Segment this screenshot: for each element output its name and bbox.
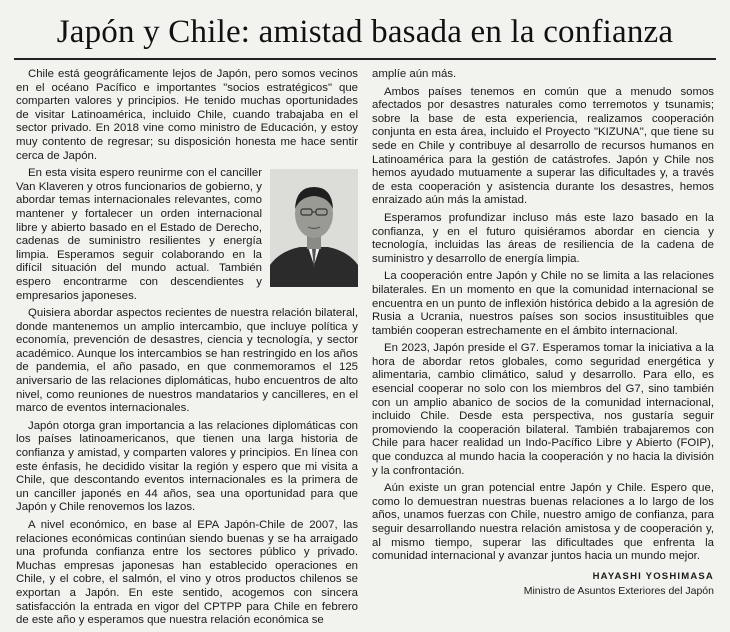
paragraph: Japón otorga gran importancia a las relaciones diplomáticas con los países latinoamericanos, que tienen una larga historia de confianza y amistad, y comparten valores y principios. En línea con este énfasis, he decidido visitar la región y espero que mi visita a Chile, que descontando eventos internacionales es la primera de un canciller japonés en 44 años, sea una oportunidad para que Japón y Chile renovemos los lazos.	[16, 419, 358, 514]
left-column	[16, 68, 358, 632]
title-rule	[14, 58, 716, 60]
paragraph: A nivel económico, en base al EPA Japón-Chile de 2007, las relaciones económicas continúan siendo buenas y se ha arraigado una profunda confianza entre los sectores público y privado. Muchas empresas japonesas han establecido operaciones en Chile, y el cobre, el salmón, el vino y otros productos chilenos se exportan a Japón. En este sentido, acogemos con sincera satisfacción la entrada en vigor del CPTPP para Chile en febrero de este año y esperamos que nuestra relación económica se	[16, 519, 358, 627]
paragraph: Aún existe un gran potencial entre Japón y Chile. Espero que, como lo demuestran nuestras buenas relaciones a lo largo de los años, unamos fuerzas con Chile, nuestro amigo de confianza, para seguir desarrollando nuestra relación amistosa y de cooperación y, al mismo tiempo, superar las dificultades que enfrenta la comunidad internacional y avanzar juntos hacia un mundo mejor.	[372, 482, 714, 563]
paragraph: En esta visita espero reunirme con el canciller Van Klaveren y otros funcionarios de gobierno, y abordar temas internacionales relevantes, como mantener y fortalecer un orden internacional libre y abierto basado en el Estado de Derecho, cadenas de suministro resilientes y energía limpia. Esperamos seguir colaborando en la difícil situación del mundo actual. También espero encontrarme con descendientes y empresarios japoneses.	[16, 167, 262, 302]
author-role: Ministro de Asuntos Exteriores del Japón	[523, 585, 714, 598]
paragraph: En 2023, Japón preside el G7. Esperamos tomar la iniciativa a la hora de abordar retos globales, como seguridad energética y alimentaria, cambio climático, salud y desarrollo. Para ello, es esencial cooperar no solo con los miembros del G7, sino también con un amplio abanico de socios de la comunidad internacional, incluido Chile. Desde esta perspectiva, nos gustaría seguir promoviendo la cooperación bilateral. También trabajaremos con Chile para hacer realidad un Indo-Pacífico Libre y Abierto (FOIP), que conduzca al mundo hacia la cooperación y no hacia la división y la confrontación.	[372, 342, 714, 477]
author-portrait-icon	[270, 169, 358, 287]
article-body	[10, 68, 720, 632]
paragraph: Ambos países tenemos en común que a menudo somos afectados por desastres naturales como terremotos y tsunamis; sobre la base de esta experiencia, realizamos cooperación conjunta en esta área, incluido el Proyecto "KIZUNA", que tiene su sede en Chile y contribuye al desarrollo de recursos humanos en Latinoamérica para la gestión de catástrofes. Japón y Chile nos hemos ayudado mutuamente a superar las dificultades y, a través de esta cooperación y asistencia durante los desastres, hemos enraizado aún más la amistad.	[372, 85, 714, 207]
right-column	[372, 68, 714, 632]
paragraph: Chile está geográficamente lejos de Japón, pero somos vecinos en el océano Pacífico e importantes "socios estratégicos" que comparten valores y principios. He tenido muchas oportunidades de visitar Latinoamérica, incluido Chile, cuando trabajaba en el sector privado. En 2018 vine como ministro de Educación, y estoy muy contento de regresar; su disposición honesta me hace sentir cerca de Japón.	[16, 68, 358, 162]
paragraph: Esperamos profundizar incluso más este lazo basado en la confianza, y en el futuro quisiéramos abordar en ciencia y tecnología, incluidas las áreas de resiliencia de la cadena de suministro y desarrollo de energía limpia.	[372, 211, 714, 265]
article-title: Japón y Chile: amistad basada en la confianza	[56, 14, 674, 50]
author-name: HAYASHI YOSHIMASA	[592, 570, 714, 582]
paragraph: La cooperación entre Japón y Chile no se limita a las relaciones bilaterales. En un momento en que la comunidad internacional se encuentra en un punto de inflexión histórica debido a la agresión de Rusia a Ucrania, nuestros países son socios insustituibles que también cooperan estrechamente en el ámbito internacional.	[372, 270, 714, 337]
author-photo	[270, 169, 358, 287]
paragraph: Quisiera abordar aspectos recientes de nuestra relación bilateral, donde mantenemos un amplio intercambio, que incluye política y economía, prevención de desastres, ciencia y tecnología, y sector académico. Aunque los intercambios se han restringido en los años de pandemia, el año pasado, en que conmemoramos el 125 aniversario de las relaciones diplomáticas, hubo encuentros de alto nivel, como reuniones de nuestros mandatarios y cancilleres, en el marco de eventos internacionales.	[16, 307, 358, 415]
paragraph-continuation: amplíe aún más.	[372, 68, 457, 80]
